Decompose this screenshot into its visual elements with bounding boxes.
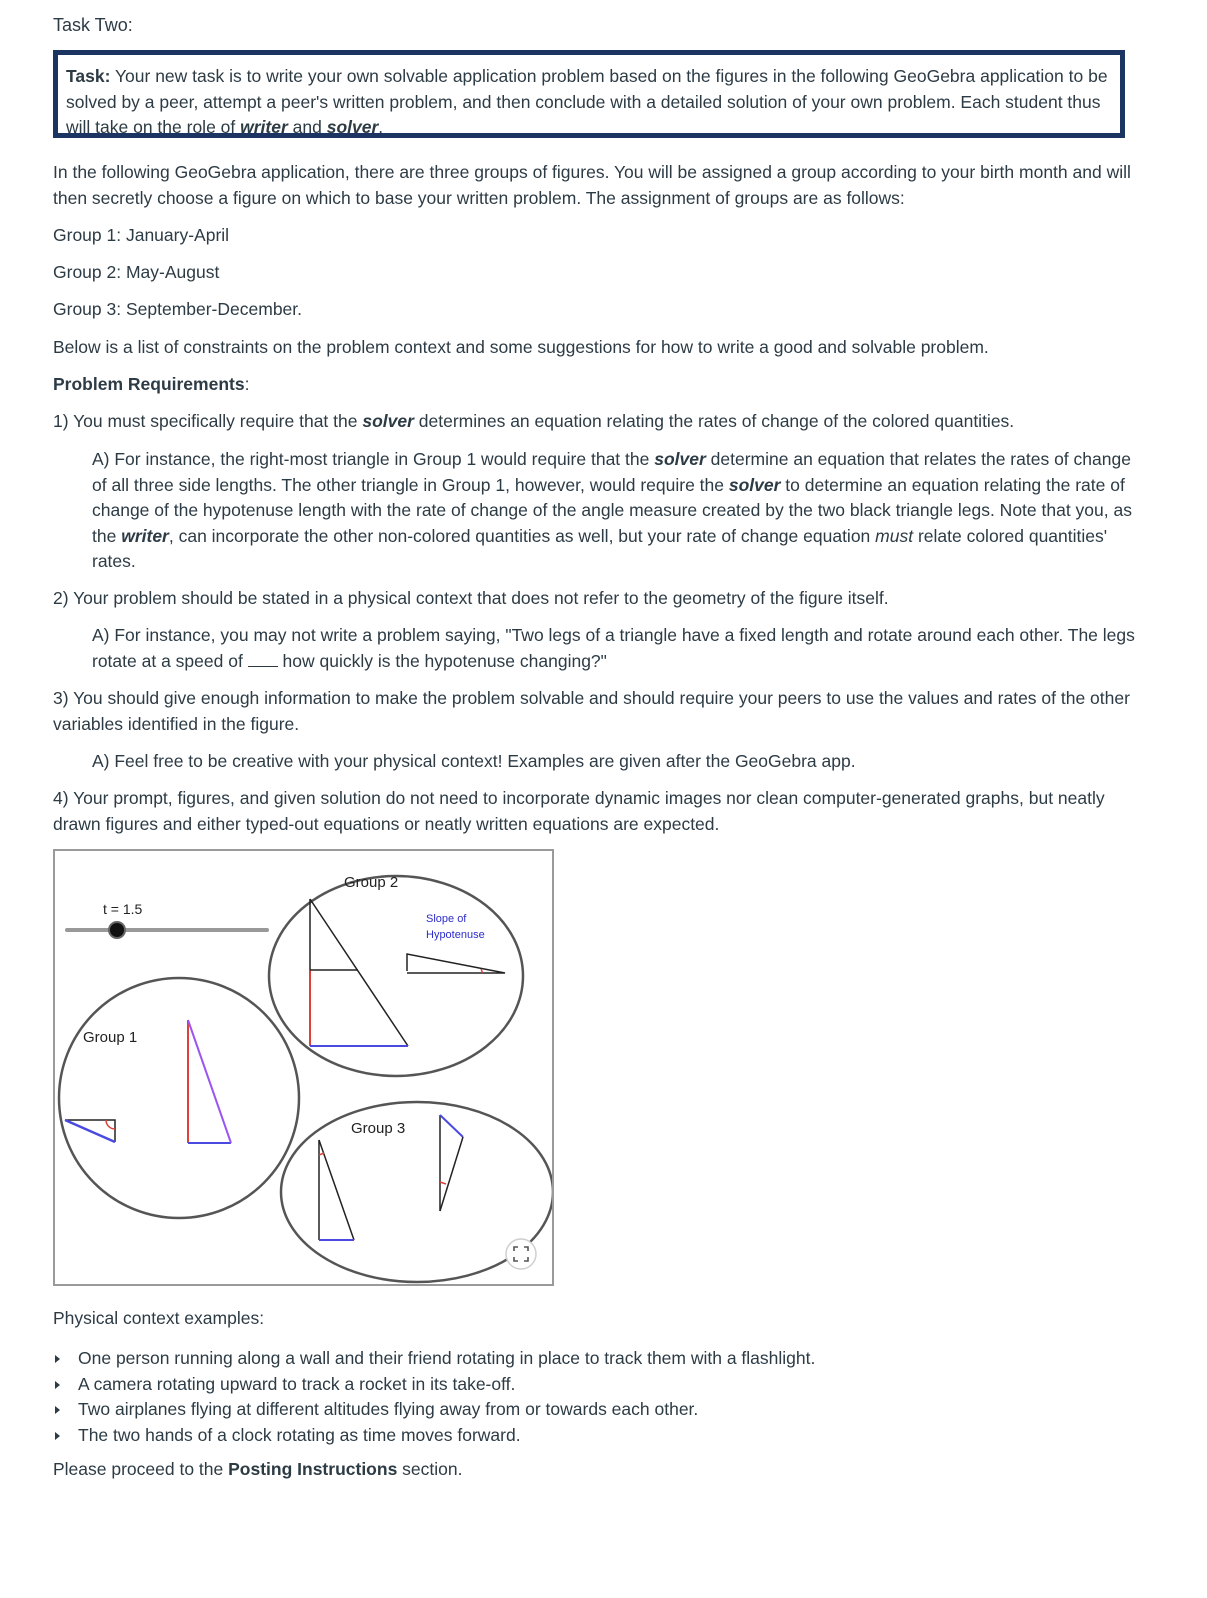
- group3-triangle2-angle-mark: [440, 1182, 446, 1184]
- requirement-1a: A) For instance, the right-most triangle in Group 1 would require that the solver determine an equation that relates the rates of change of all three side lengths. The other triangle in Group 1, however, would require the solver to determine an equation relating the rate of change of the hypotenuse length with the rate of change of the angle measure created by the two black triangle legs. Note that you, as the writer, can incorporate the other non-colored quantities as well, but your rate of change equation must relate colored quantities' rates.: [92, 449, 1132, 571]
- group1-angle-mark: [106, 1120, 115, 1129]
- group-assignment-2: Group 2: May-August: [53, 262, 220, 282]
- group2-triangle-hypotenuse: [310, 899, 408, 1046]
- list-item: Two airplanes flying at different altitudes flying away from or towards each other.: [53, 1397, 815, 1423]
- requirement-3a: A) Feel free to be creative with your physical context! Examples are given after the GeoGebra app.: [92, 751, 856, 771]
- group3-triangle2-top: [440, 1115, 463, 1137]
- requirement-2: 2) Your problem should be stated in a physical context that does not refer to the geometry of the figure itself.: [53, 588, 889, 608]
- intro-paragraph: In the following GeoGebra application, there are three groups of figures. You will be assigned a group according to your birth month and will then secretly choose a figure on which to base your written problem. The assignment of groups are as follows:: [53, 162, 1131, 208]
- group3-label: Group 3: [351, 1120, 406, 1137]
- group-assignment-1: Group 1: January-April: [53, 225, 230, 245]
- constraints-intro: Below is a list of constraints on the problem context and some suggestions for how to write a good and solvable problem.: [53, 337, 989, 357]
- group3-triangle2-hypotenuse: [440, 1137, 463, 1211]
- group1-tall-triangle-hypotenuse: [188, 1020, 231, 1143]
- slope-label-line2: Hypotenuse: [426, 929, 485, 941]
- blank-underline: [248, 652, 278, 667]
- group-assignment-3: Group 3: September-December.: [53, 299, 303, 319]
- group1-circle: [59, 978, 299, 1218]
- page-title: Task Two:: [53, 15, 133, 35]
- requirement-2a: A) For instance, you may not write a problem saying, "Two legs of a triangle have a fixed length and rotate around each other. The legs rotate at a speed of how quickly is the hypotenuse changing?": [92, 625, 1135, 671]
- geogebra-applet[interactable]: [53, 849, 554, 1286]
- slope-label-line1: Slope of: [426, 913, 467, 925]
- list-item: The two hands of a clock rotating as time moves forward.: [53, 1423, 815, 1449]
- slider-handle[interactable]: [109, 922, 125, 938]
- requirement-3: 3) You should give enough information to make the problem solvable and should require your peers to use the values and rates of the other variables identified in the figure.: [53, 688, 1130, 734]
- requirement-1: 1) You must specifically require that the solver determines an equation relating the rates of change of the colored quantities.: [53, 411, 1015, 431]
- fullscreen-button[interactable]: [506, 1239, 536, 1269]
- requirements-heading: Problem Requirements:: [53, 374, 250, 394]
- examples-list: [53, 1346, 815, 1448]
- geogebra-canvas[interactable]: [55, 851, 554, 1286]
- group2-label: Group 2: [344, 874, 399, 891]
- proceed-paragraph: Please proceed to the Posting Instructions section.: [53, 1459, 463, 1479]
- group1-small-triangle-hypotenuse: [65, 1120, 115, 1142]
- list-item: One person running along a wall and their friend rotating in place to track them with a flashlight.: [53, 1346, 815, 1372]
- examples-heading: Physical context examples:: [53, 1308, 265, 1328]
- group3-triangle1-hypotenuse: [319, 1140, 354, 1240]
- task-label: Task:: [66, 66, 111, 86]
- group1-label: Group 1: [83, 1029, 138, 1046]
- slider-label: t = 1.5: [103, 901, 143, 917]
- slope-triangle: [407, 954, 505, 973]
- posting-instructions-link[interactable]: Posting Instructions: [228, 1459, 398, 1479]
- list-item: A camera rotating upward to track a rocket in its take-off.: [53, 1372, 815, 1398]
- requirement-4: 4) Your prompt, figures, and given solution do not need to incorporate dynamic images nor clean computer-generated graphs, but neatly drawn figures and either typed-out equations or neatly written equations are expected.: [53, 788, 1105, 834]
- task-box: Task: Your new task is to write your own solvable application problem based on the figures in the following GeoGebra application to be solved by a peer, attempt a peer's written problem, and then conclude with a detailed solution of your own problem. Each student thus will take on the role of writer and solver.: [53, 50, 1125, 138]
